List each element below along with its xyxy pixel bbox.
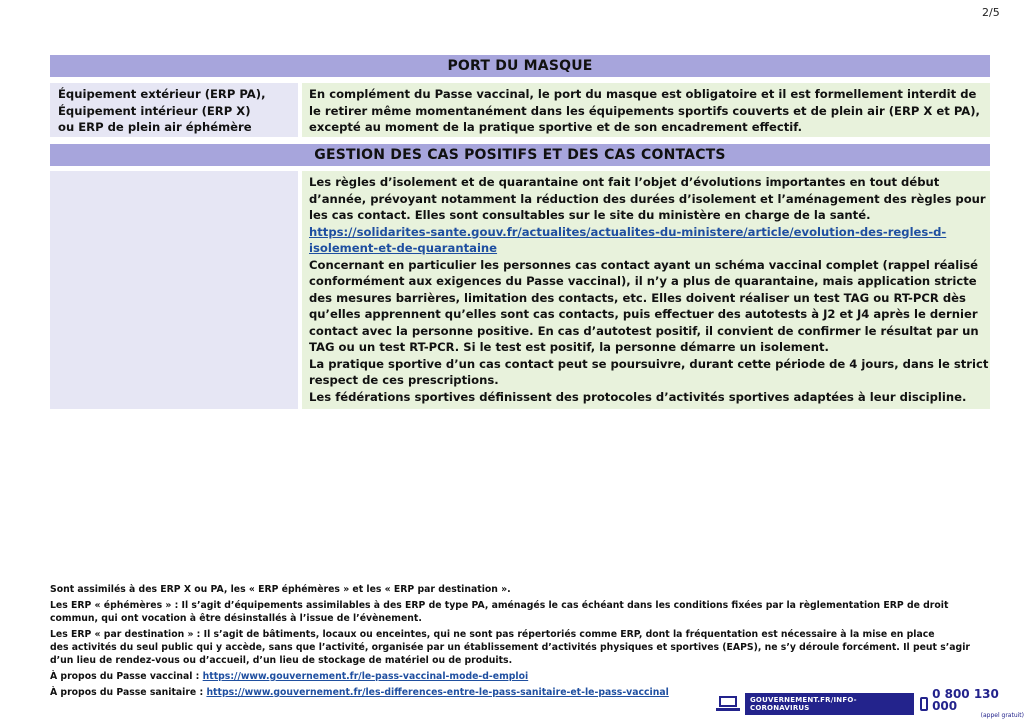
laptop-icon — [716, 696, 739, 712]
page-number: 2/5 — [982, 6, 1000, 19]
section-header-port-du-masque: PORT DU MASQUE — [50, 55, 990, 77]
erp-category-line: ou ERP de plein air éphémère — [58, 120, 252, 134]
mask-rule-cell — [302, 83, 990, 137]
footnote-destination-1: Les ERP « par destination » : Il s’agit de bâtiments, locaux ou enceintes, qui ne sont pas répertoriés comme ERP, dont la fréquentation est nécessaire à la mise en place — [50, 629, 935, 640]
phone-info — [932, 688, 1024, 720]
footnote-assimilation: Sont assimilés à des ERP X ou PA, les « ERP éphémères » et les « ERP par destination ». — [50, 584, 511, 595]
federations-paragraph: Les fédérations sportives définissent des protocoles d’activités sportives adaptées à leur discipline. — [309, 389, 967, 404]
cases-rule-cell — [302, 171, 990, 409]
contact-cases-paragraph: Concernant en particulier les personnes cas contact ayant un schéma vaccinal complet (rappel réalisé conformément aux exigences du Passe vaccinal), il n’y a plus de quarantaine, mais application stricte des mesures barrières, limitation des contacts, etc. Elles doivent réaliser un test TAG ou RT-PCR dès qu’elles apprennent qu’elles sont cas contacts, puis effectuer des autotests à J2 et J4 après le dernier contact avec la personne positive. En cas d’autotest positif, il convient de confirmer le résultat par un TAG ou un test RT-PCR. Si le test est positif, la personne démarre un isolement. — [309, 257, 979, 354]
section-header-gestion-cas: GESTION DES CAS POSITIFS ET DES CAS CONTACTS — [50, 144, 990, 166]
phone-icon — [920, 697, 928, 711]
erp-category-line: Équipement intérieur (ERP X) — [58, 103, 251, 118]
empty-category-cell — [50, 171, 298, 409]
footnote-ephemeres-2: commun, qui ont vocation à être désinstallés à l’issue de l’évènement. — [50, 613, 422, 624]
vaccinal-link[interactable]: https://www.gouvernement.fr/le-pass-vaccinal-mode-d-emploi — [202, 671, 529, 682]
sport-practice-paragraph: La pratique sportive d’un cas contact peut se poursuivre, durant cette période de 4 jours, dans le strict respect de ces prescriptions. — [309, 356, 989, 387]
sanitaire-label: À propos du Passe sanitaire : — [50, 687, 207, 698]
isolation-paragraph: Les règles d’isolement et de quarantaine ont fait l’objet d’évolutions importantes en tout début d’année, prévoyant notamment la réduction des durées d’isolement et l’aménagement des règles pour les cas contact. Elles sont consultables sur le site du ministère en charge de la santé. — [309, 175, 986, 222]
erp-category-line: Équipement extérieur (ERP PA), — [58, 87, 266, 101]
footnote-ephemeres-1: Les ERP « éphémères » : Il s’agit d’équipements assimilables à des ERP de type PA, aménagés le cas échéant dans les conditions fixées par la règlementation ERP de droit — [50, 600, 949, 611]
phone-note: (appel gratuit) — [980, 712, 1024, 719]
isolation-rules-link[interactable]: https://solidarites-sante.gouv.fr/actualites/actualites-du-ministere/article/evolution-des-regles-d-isolement-et-de-quarantaine — [309, 224, 947, 255]
footnote-vaccinal — [50, 670, 970, 683]
vaccinal-label: À propos du Passe vaccinal : — [50, 671, 203, 682]
footnote-destination-2: des activités du seul public qui y accède, sans que l’activité, organisée par un établissement d’activités physiques et sportives (EAPS), ne s’y déroule forcément. Il peut s’agir — [50, 642, 970, 653]
footnotes — [50, 583, 970, 702]
footnote-destination-3: d’un lieu de rendez-vous ou d’accueil, d’un lieu de stockage de matériel ou de produits. — [50, 655, 513, 666]
erp-category-cell — [50, 83, 298, 137]
mask-rule-text: En complément du Passe vaccinal, le port du masque est obligatoire et il est formellement interdit de le retirer même momentanément dans les équipements sportifs couverts et de plein air (ERP X et PA), excepté au moment de la pratique sportive et de son encadrement effectif. — [309, 87, 980, 134]
sanitaire-link[interactable]: https://www.gouvernement.fr/les-differences-entre-le-pass-sanitaire-et-le-pass-vaccinal — [206, 687, 669, 698]
gov-info-badge — [716, 688, 1024, 720]
gov-info-label[interactable]: GOUVERNEMENT.FR/INFO-CORONAVIRUS — [745, 693, 914, 715]
phone-number: 0 800 130 000 — [932, 687, 999, 713]
